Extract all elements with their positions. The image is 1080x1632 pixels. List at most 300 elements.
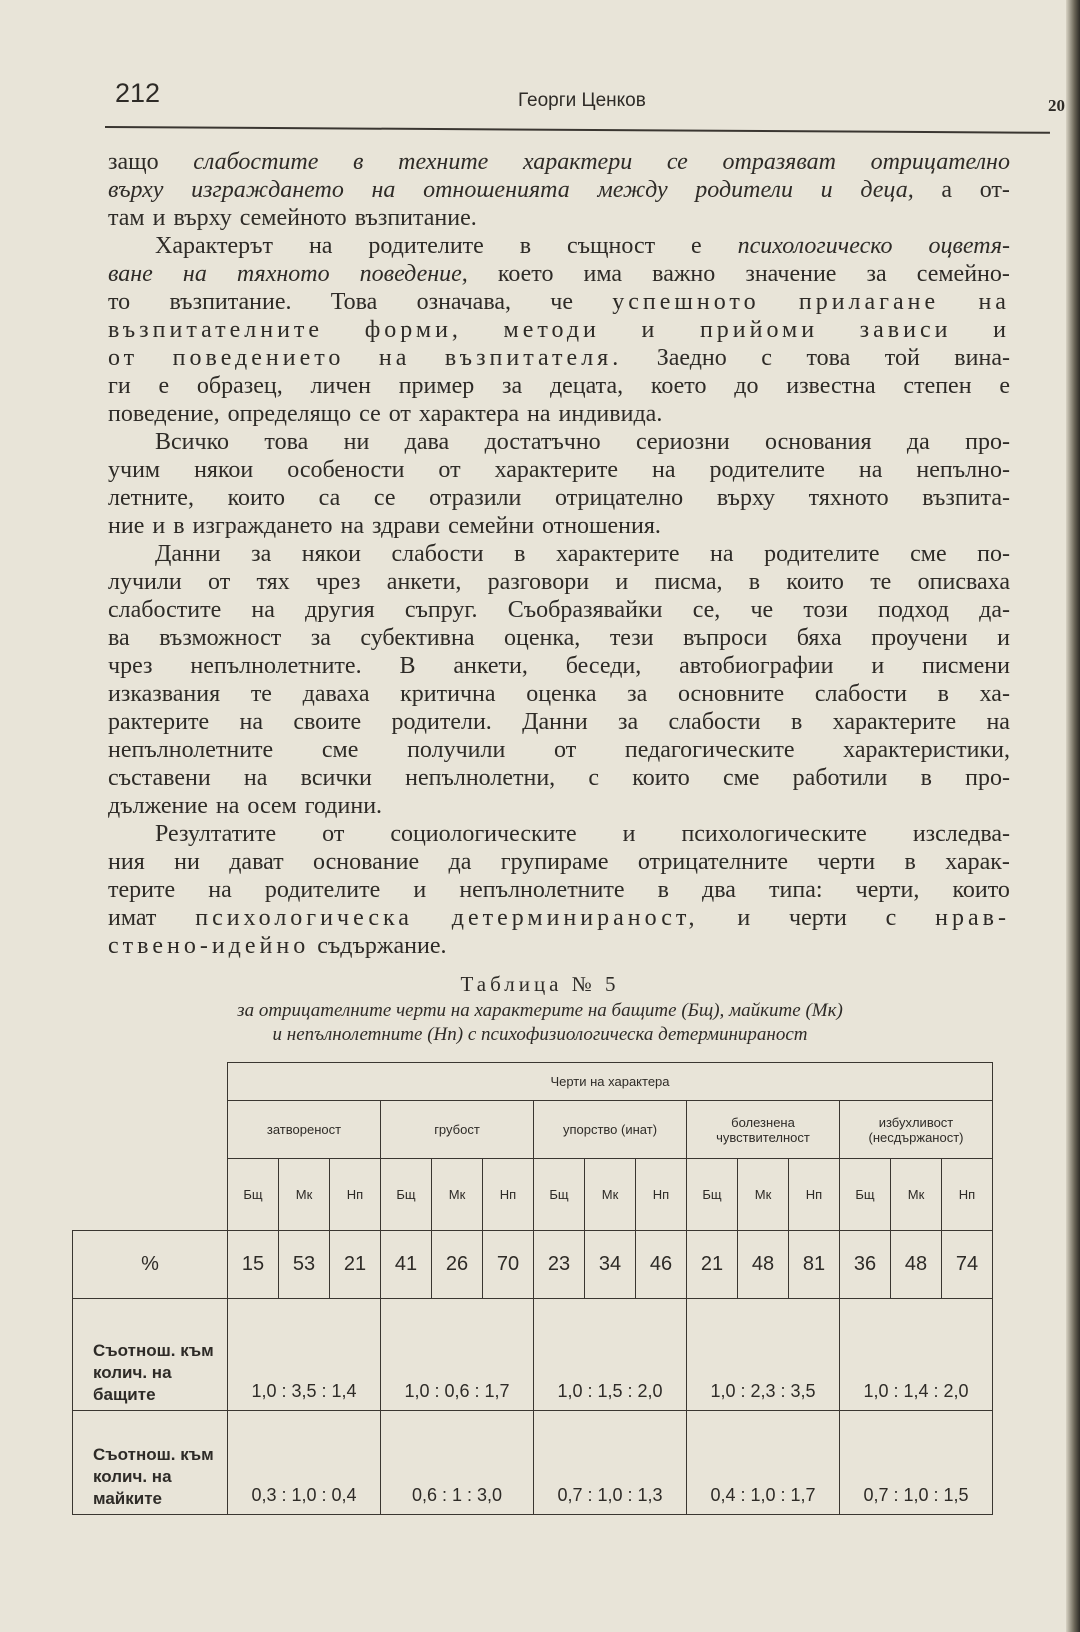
text-word: на bbox=[182, 261, 207, 287]
text-word: на bbox=[208, 877, 232, 903]
text-word: тях bbox=[256, 569, 290, 595]
text-line bbox=[108, 680, 1010, 708]
percent-cell: 41 bbox=[381, 1231, 432, 1299]
subgroup-header: Мк bbox=[279, 1159, 330, 1231]
text-word: до bbox=[734, 373, 759, 399]
text-word: върху bbox=[108, 177, 164, 203]
text-word: в bbox=[353, 149, 364, 175]
text-word: оцветя- bbox=[928, 233, 1010, 259]
text-word: ни bbox=[343, 429, 370, 455]
ratio-fathers-cell: 1,0 : 3,5 : 1,4 bbox=[228, 1299, 381, 1411]
text-word: даваха bbox=[302, 681, 370, 707]
text-line bbox=[108, 596, 1010, 624]
subgroup-header: Мк bbox=[585, 1159, 636, 1231]
text-word: групираме bbox=[500, 849, 609, 875]
percent-cell: 36 bbox=[840, 1231, 891, 1299]
text-word: защо bbox=[108, 149, 159, 175]
text-word: че bbox=[750, 597, 774, 623]
text-word: въпроси bbox=[683, 625, 768, 651]
text-word: означава, bbox=[416, 289, 511, 315]
text-word: ствено-идейно bbox=[108, 933, 310, 959]
text-line bbox=[108, 456, 1010, 484]
text-line bbox=[108, 316, 1010, 344]
text-word: в bbox=[904, 849, 916, 875]
text-word: Съобразявайки bbox=[507, 597, 663, 623]
percent-cell: 53 bbox=[279, 1231, 330, 1299]
text-word: характери bbox=[522, 149, 633, 175]
text-word: те bbox=[250, 681, 272, 707]
text-word: летните, bbox=[108, 485, 194, 511]
percent-cell: 23 bbox=[534, 1231, 585, 1299]
text-word: и bbox=[737, 905, 751, 931]
text-word: на bbox=[378, 345, 411, 371]
text-word: отрицателно bbox=[870, 149, 1010, 175]
text-word: от bbox=[108, 345, 139, 371]
percent-cell: 34 bbox=[585, 1231, 636, 1299]
ratio-mothers-label: Съотнош. към колич. на майките bbox=[73, 1411, 228, 1515]
text-word: съпруг. bbox=[404, 597, 478, 623]
text-word: между bbox=[597, 177, 668, 203]
text-line bbox=[108, 904, 1010, 932]
text-word: дават bbox=[229, 849, 284, 875]
text-word: изграждането bbox=[192, 513, 333, 539]
text-word: работили bbox=[792, 765, 888, 791]
text-word: сме bbox=[722, 765, 760, 791]
ratio-mothers-cell: 0,3 : 1,0 : 0,4 bbox=[228, 1411, 381, 1515]
text-word: характерите bbox=[556, 541, 680, 567]
text-word: непълнолетните bbox=[459, 877, 625, 903]
text-word: има bbox=[583, 261, 623, 287]
text-line bbox=[108, 624, 1010, 652]
text-word: това bbox=[806, 345, 851, 371]
table-title: Таблица № 5 bbox=[460, 972, 620, 996]
text-word: учим bbox=[108, 457, 161, 483]
text-word: които bbox=[632, 765, 690, 791]
text-word: с bbox=[761, 345, 772, 371]
ratio-mothers-cell: 0,7 : 1,0 : 1,3 bbox=[534, 1411, 687, 1515]
text-word: дава bbox=[404, 429, 450, 455]
text-word: в bbox=[748, 569, 761, 595]
text-word: основните bbox=[677, 681, 785, 707]
subgroup-header: Бщ bbox=[228, 1159, 279, 1231]
text-word: дължение bbox=[108, 793, 208, 819]
text-line bbox=[108, 792, 1010, 820]
text-word: възпитателя. bbox=[444, 345, 623, 371]
text-word: другия bbox=[305, 597, 375, 623]
text-word: про- bbox=[965, 429, 1010, 455]
text-word: непълнолетните bbox=[108, 737, 274, 763]
percent-cell: 70 bbox=[483, 1231, 534, 1299]
text-word: на bbox=[215, 793, 240, 819]
trait-header: болезнена чувствителност bbox=[687, 1101, 840, 1159]
text-word: възпитание. bbox=[169, 289, 292, 315]
text-word: психологическо bbox=[737, 233, 893, 259]
text-word: непълнолетни, bbox=[405, 765, 556, 791]
text-word: слабости bbox=[668, 709, 761, 735]
text-word: тези bbox=[609, 625, 654, 651]
subgroup-header: Мк bbox=[738, 1159, 789, 1231]
text-word: характерите bbox=[494, 457, 619, 483]
text-word: Всичко bbox=[155, 429, 230, 455]
text-word: всички bbox=[300, 765, 372, 791]
text-word: по- bbox=[977, 541, 1010, 567]
text-line bbox=[108, 512, 1010, 540]
text-word: получили bbox=[407, 737, 506, 763]
text-word: методи bbox=[503, 317, 600, 343]
text-word: непълнолетните. bbox=[190, 653, 362, 679]
text-word: на bbox=[308, 233, 333, 259]
text-line bbox=[108, 736, 1010, 764]
text-line bbox=[108, 764, 1010, 792]
text-word: имат bbox=[108, 905, 157, 931]
text-word: е bbox=[158, 373, 170, 399]
text-word: подход bbox=[878, 597, 949, 623]
text-line bbox=[155, 232, 1010, 260]
text-word: форми, bbox=[364, 317, 462, 343]
text-word: изграждането bbox=[191, 177, 344, 203]
text-word: писмени bbox=[922, 653, 1010, 679]
text-word: те bbox=[870, 569, 892, 595]
text-line bbox=[108, 148, 1010, 176]
text-word: непълно- bbox=[916, 457, 1010, 483]
text-word: възпитателните bbox=[108, 317, 324, 343]
percent-label: % bbox=[73, 1231, 228, 1299]
text-word: за bbox=[502, 373, 523, 399]
text-word: Характерът bbox=[155, 233, 274, 259]
text-word: от- bbox=[979, 177, 1010, 203]
ratio-mothers-cell: 0,6 : 1 : 3,0 bbox=[381, 1411, 534, 1515]
text-word: на bbox=[978, 289, 1010, 315]
running-head: Георги Ценков bbox=[518, 90, 646, 111]
text-word: а bbox=[941, 177, 953, 203]
text-word: от bbox=[554, 737, 577, 763]
text-word: ния bbox=[108, 849, 145, 875]
text-word: възможност bbox=[159, 625, 282, 651]
text-word: детерминираност, bbox=[451, 905, 699, 931]
trait-header: грубост bbox=[381, 1101, 534, 1159]
subgroup-header: Бщ bbox=[687, 1159, 738, 1231]
text-word: и bbox=[820, 177, 833, 203]
text-word: отразили bbox=[429, 485, 522, 511]
text-word: критична bbox=[400, 681, 496, 707]
text-word: педагогическите bbox=[624, 737, 795, 763]
text-word: в bbox=[173, 513, 185, 539]
text-word: там bbox=[108, 205, 145, 231]
page-number: 212 bbox=[115, 78, 161, 108]
text-word: описваха bbox=[917, 569, 1010, 595]
text-word: известна bbox=[786, 373, 876, 399]
text-word: и bbox=[997, 625, 1010, 651]
text-word: се, bbox=[692, 597, 721, 623]
text-word: характерите bbox=[832, 709, 957, 735]
text-word: да- bbox=[979, 597, 1010, 623]
text-word: за bbox=[618, 709, 639, 735]
text-word: за bbox=[251, 541, 272, 567]
text-word: се bbox=[373, 485, 396, 511]
text-word: автобиографии bbox=[679, 653, 834, 679]
text-word: слабостите bbox=[108, 597, 222, 623]
next-page-number-fragment: 20 bbox=[1048, 96, 1065, 115]
trait-header: упорство (инат) bbox=[534, 1101, 687, 1159]
text-word: за bbox=[866, 261, 887, 287]
text-word: сериозни bbox=[636, 429, 730, 455]
text-word: и bbox=[615, 569, 629, 595]
text-word: анкети, bbox=[386, 569, 462, 595]
text-word: Данни bbox=[155, 541, 221, 567]
text-line bbox=[108, 848, 1010, 876]
text-word: лучили bbox=[108, 569, 182, 595]
text-word: достатъчно bbox=[484, 429, 601, 455]
text-word: отрицателно bbox=[555, 485, 684, 511]
trait-header: затвореност bbox=[228, 1101, 381, 1159]
text-word: на bbox=[986, 709, 1010, 735]
text-word: някои bbox=[194, 457, 254, 483]
table-header: Черти на характера bbox=[228, 1063, 993, 1101]
text-word: на bbox=[243, 765, 268, 791]
text-word: съставени bbox=[108, 765, 211, 791]
text-word: важно bbox=[652, 261, 716, 287]
text-word: на bbox=[652, 457, 676, 483]
text-line bbox=[155, 820, 1010, 848]
text-word: в bbox=[657, 877, 669, 903]
text-word: значение bbox=[745, 261, 837, 287]
text-word: децата, bbox=[549, 373, 624, 399]
text-word: основание bbox=[313, 849, 420, 875]
text-word: които bbox=[786, 569, 844, 595]
text-line bbox=[108, 652, 1010, 680]
text-word: тяхното bbox=[808, 485, 889, 511]
subgroup-header: Нп bbox=[483, 1159, 534, 1231]
subgroup-header: Нп bbox=[636, 1159, 687, 1231]
text-word: от bbox=[388, 401, 411, 427]
percent-cell: 48 bbox=[891, 1231, 942, 1299]
header-rule bbox=[105, 126, 1050, 134]
ratio-fathers-cell: 1,0 : 2,3 : 3,5 bbox=[687, 1299, 840, 1411]
text-line bbox=[108, 344, 1010, 372]
ratio-fathers-cell: 1,0 : 1,4 : 2,0 bbox=[840, 1299, 993, 1411]
text-word: с bbox=[588, 765, 600, 791]
text-word: чрез bbox=[316, 569, 361, 595]
text-word: поведението bbox=[172, 345, 345, 371]
text-word: върху bbox=[173, 205, 232, 231]
text-word: терите bbox=[108, 877, 176, 903]
text-word: про- bbox=[965, 765, 1010, 791]
text-word: върху bbox=[716, 485, 776, 511]
text-word: образец, bbox=[196, 373, 283, 399]
text-word: това bbox=[264, 429, 309, 455]
text-word: сме bbox=[910, 541, 947, 567]
text-word: и bbox=[641, 317, 659, 343]
text-word: на bbox=[710, 541, 734, 567]
table-subtitle-1: за отрицателните черти на характерите на бащите (Бщ), майките (Мк) bbox=[237, 1000, 843, 1021]
subgroup-header: Нп bbox=[330, 1159, 381, 1231]
text-word: черти bbox=[789, 905, 847, 931]
subgroup-header: Нп bbox=[942, 1159, 993, 1231]
text-word: характеристики, bbox=[843, 737, 1010, 763]
text-word: сме bbox=[321, 737, 359, 763]
text-word: които bbox=[227, 485, 286, 511]
text-word: слабости bbox=[814, 681, 907, 707]
text-word: е bbox=[999, 373, 1010, 399]
text-word: осем bbox=[247, 793, 297, 819]
text-word: слабости bbox=[391, 541, 484, 567]
text-word: семейно- bbox=[916, 261, 1010, 287]
text-word: в bbox=[937, 681, 949, 707]
percent-cell: 46 bbox=[636, 1231, 687, 1299]
text-word: в bbox=[519, 233, 532, 259]
text-word: което bbox=[497, 261, 554, 287]
text-word: своите bbox=[293, 709, 362, 735]
text-word: деца, bbox=[860, 177, 914, 203]
text-word: поведение, bbox=[108, 401, 220, 427]
percent-cell: 48 bbox=[738, 1231, 789, 1299]
text-word: и bbox=[993, 317, 1010, 343]
text-word: ва bbox=[108, 625, 130, 651]
table-corner bbox=[73, 1063, 228, 1231]
text-word: степен bbox=[903, 373, 972, 399]
text-word: родителите bbox=[264, 877, 381, 903]
text-word: възпитание. bbox=[354, 205, 477, 231]
text-word: на bbox=[251, 597, 275, 623]
text-word: семейното bbox=[239, 205, 347, 231]
text-word: то bbox=[108, 289, 131, 315]
text-word: здрави bbox=[371, 513, 441, 539]
text-word: беседи, bbox=[565, 653, 642, 679]
text-word: проучени bbox=[871, 625, 968, 651]
subgroup-header: Бщ bbox=[381, 1159, 432, 1231]
subgroup-header: Мк bbox=[891, 1159, 942, 1231]
text-word: Това bbox=[330, 289, 378, 315]
text-word: да bbox=[448, 849, 472, 875]
text-line bbox=[108, 932, 1010, 960]
ratio-mothers-cell: 0,4 : 1,0 : 1,7 bbox=[687, 1411, 840, 1515]
text-word: родителите bbox=[764, 541, 880, 567]
subgroup-header: Бщ bbox=[534, 1159, 585, 1231]
text-word: психологическите bbox=[681, 821, 867, 847]
text-word: се bbox=[359, 401, 381, 427]
text-word: оценка bbox=[526, 681, 597, 707]
ratio-fathers-label: Съотнош. към колич. на бащите bbox=[73, 1299, 228, 1411]
text-word: родители bbox=[695, 177, 793, 203]
percent-cell: 81 bbox=[789, 1231, 840, 1299]
ratio-fathers-cell: 1,0 : 1,5 : 2,0 bbox=[534, 1299, 687, 1411]
text-word: отношенията bbox=[423, 177, 570, 203]
text-word: да bbox=[906, 429, 930, 455]
text-word: което bbox=[650, 373, 707, 399]
text-word: анкети, bbox=[453, 653, 528, 679]
text-word: поведение, bbox=[359, 261, 468, 287]
text-word: тяхното bbox=[236, 261, 330, 287]
text-word: слабостите bbox=[193, 149, 319, 175]
text-word: два bbox=[702, 877, 736, 903]
text-word: ние bbox=[108, 513, 145, 539]
text-word: чрез bbox=[108, 653, 153, 679]
text-word: които bbox=[952, 877, 1010, 903]
text-word: зависи bbox=[859, 317, 952, 343]
text-word: от bbox=[438, 457, 461, 483]
text-word: този bbox=[803, 597, 848, 623]
text-word: Данни bbox=[522, 709, 588, 735]
text-word: години. bbox=[304, 793, 383, 819]
text-line bbox=[108, 176, 1010, 204]
subgroup-header: Бщ bbox=[840, 1159, 891, 1231]
text-word: техните bbox=[398, 149, 489, 175]
text-word: на bbox=[371, 177, 396, 203]
text-word: изказвания bbox=[108, 681, 221, 707]
text-word: ни bbox=[174, 849, 200, 875]
text-word: типа: bbox=[769, 877, 823, 903]
text-word: е bbox=[691, 233, 702, 259]
text-word: психологическа bbox=[195, 905, 413, 931]
ratio-fathers-cell: 1,0 : 0,6 : 1,7 bbox=[381, 1299, 534, 1411]
text-word: и bbox=[152, 205, 166, 231]
text-line bbox=[108, 260, 1010, 288]
subgroup-header: Мк bbox=[432, 1159, 483, 1231]
text-word: ха- bbox=[979, 681, 1010, 707]
text-word: Резултатите bbox=[155, 821, 277, 847]
text-word: от bbox=[208, 569, 231, 595]
text-word: Заедно bbox=[656, 345, 727, 371]
text-word: нрав- bbox=[935, 905, 1010, 931]
text-line bbox=[108, 204, 1010, 232]
character-traits-table bbox=[72, 1062, 993, 1515]
text-word: основания bbox=[765, 429, 872, 455]
text-line bbox=[155, 540, 1010, 568]
text-word: успешното bbox=[612, 289, 760, 315]
text-word: ване bbox=[108, 261, 153, 287]
text-word: особености bbox=[287, 457, 405, 483]
text-word: рактерите bbox=[108, 709, 210, 735]
text-line bbox=[108, 876, 1010, 904]
text-line bbox=[108, 484, 1010, 512]
percent-cell: 21 bbox=[687, 1231, 738, 1299]
text-line bbox=[108, 372, 1010, 400]
text-word: съдържание. bbox=[317, 933, 447, 959]
text-word: разговори bbox=[487, 569, 590, 595]
text-word: изследва- bbox=[912, 821, 1010, 847]
trait-header: избухливост (несдържаност) bbox=[840, 1101, 993, 1159]
text-word: В bbox=[399, 653, 416, 679]
subgroup-header: Нп bbox=[789, 1159, 840, 1231]
text-word: оценка, bbox=[504, 625, 581, 651]
text-word: той bbox=[884, 345, 920, 371]
text-word: че bbox=[550, 289, 573, 315]
ratio-mothers-cell: 0,7 : 1,0 : 1,5 bbox=[840, 1411, 993, 1515]
text-word: субективна bbox=[360, 625, 475, 651]
text-word: на bbox=[858, 457, 883, 483]
text-word: индивида. bbox=[558, 401, 663, 427]
text-word: и bbox=[152, 513, 166, 539]
text-word: отразяват bbox=[722, 149, 836, 175]
text-word: черти, bbox=[855, 877, 920, 903]
text-word: на bbox=[340, 513, 364, 539]
text-word: и bbox=[413, 877, 427, 903]
text-word: родителите bbox=[709, 457, 825, 483]
text-word: родители. bbox=[391, 709, 492, 735]
percent-cell: 74 bbox=[942, 1231, 993, 1299]
text-word: отрицателните bbox=[637, 849, 789, 875]
text-word: пример bbox=[398, 373, 475, 399]
text-line bbox=[108, 400, 1010, 428]
text-word: прилагане bbox=[798, 289, 940, 315]
text-word: същност bbox=[566, 233, 656, 259]
text-line bbox=[108, 708, 1010, 736]
text-word: отношения. bbox=[542, 513, 661, 539]
text-word: на bbox=[239, 709, 263, 735]
text-word: възпита- bbox=[922, 485, 1010, 511]
text-word: вина- bbox=[954, 345, 1010, 371]
text-word: личен bbox=[310, 373, 371, 399]
